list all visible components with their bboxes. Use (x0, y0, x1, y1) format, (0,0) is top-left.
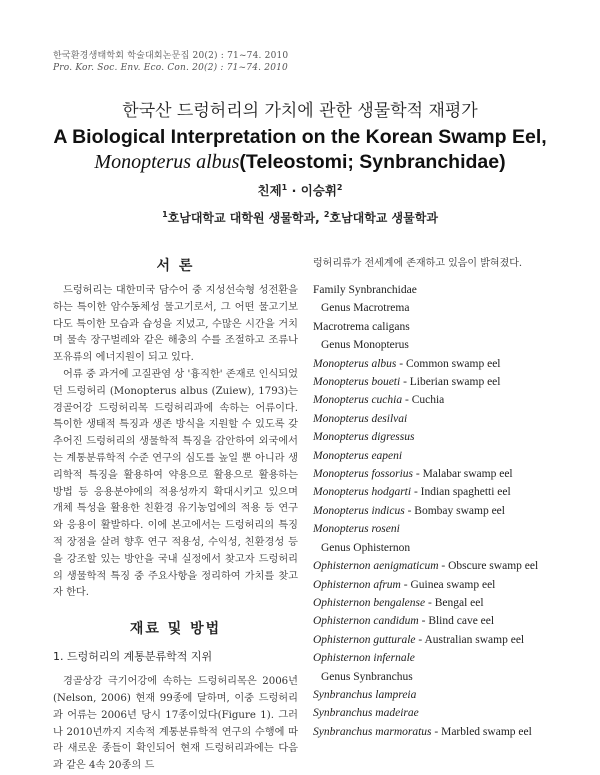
taxon-name: Synbranchus lampreia (313, 688, 417, 701)
author-1: 친제 (257, 183, 282, 198)
taxon-entry (313, 318, 553, 336)
left-column (53, 255, 298, 775)
taxon-name: Synbranchus madeirae (313, 707, 419, 720)
taxon-entry (313, 557, 553, 575)
taxon-entry (313, 520, 553, 538)
taxon-entry (313, 299, 553, 317)
taxon-name: Family Synbranchidae (313, 284, 417, 296)
taxon-name: Monopterus hodgarti (313, 486, 412, 499)
affiliation-1: 호남대학교 대학원 생물학과, (167, 211, 324, 225)
taxon-entry (313, 502, 553, 520)
taxon-entry (313, 373, 553, 391)
taxon-common-name: - Malabar swamp eel (413, 468, 513, 481)
taxon-name: Monopterus roseni (313, 523, 400, 536)
taxon-common-name: - Blind cave eel (418, 615, 495, 628)
methods-paragraph: 경골상강 극기어강에 속하는 드렁허리목은 2006년 (Nelson, 2006) 현재 99종에 달하며, 이중 드렁허리과 어류는 2006년 당시 17종이었다(Figure 1). 그러나 2010년까지 지속적 계통분류학적 연구의 수행에 따라 새로운 종들이 확인되어 현재 드렁허리과에는 다음과 같은 4속 20종의 드 (53, 676, 298, 772)
taxon-entry (313, 576, 553, 594)
taxon-entry (313, 723, 553, 741)
subsection-heading-taxonomy: 1. 드렁허리의 계통분류학적 지위 (53, 650, 213, 664)
journal-header-english: Pro. Kor. Soc. Env. Eco. Con. 20(2) : 71~74. 2010 (53, 63, 288, 73)
taxon-entry (313, 686, 553, 704)
taxon-name: Monopterus fossorius (313, 468, 413, 481)
right-column (313, 257, 553, 741)
taxon-common-name: - Bengal eel (425, 596, 484, 609)
taxon-common-name: - Indian spaghetti eel (411, 486, 511, 499)
taxon-entry (313, 704, 553, 722)
taxon-name: Ophisternon afrum (313, 578, 401, 591)
title-species-name: Monopterus albus (94, 151, 240, 173)
taxon-name: Ophisternon candidum (313, 615, 419, 628)
intro-paragraph-1: 드렁허리는 대한미국 담수어 중 지성선숙형 성전환을 하는 특이한 암수동체성 물고기로서, 그 어떤 물고기보다도 특이한 모습과 습성을 지녔고, 수많은 시간을 거치며 물속 장구벌레와 같은 해충의 수를 조절하고 조류나 포유류의 에너지원이 되고 있다. (53, 285, 298, 364)
taxon-name: Genus Synbranchus (321, 670, 413, 683)
taxon-name: Monopterus cuchia (313, 394, 403, 407)
taxon-entry (313, 668, 553, 686)
title-english (0, 125, 600, 175)
taxon-name: Genus Ophisternon (321, 541, 411, 554)
author-2: 이승휘 (300, 183, 337, 198)
affil-2-mark: 2 (323, 210, 330, 219)
title-english-line1: A Biological Interpretation on the Korean Swamp Eel, (53, 126, 547, 148)
taxon-name: Macrotrema caligans (313, 320, 410, 333)
taxon-name: Monopterus desilvai (313, 412, 408, 425)
intro-paragraph-2: 어류 중 과거에 고질관염 상 '흉직한' 존재로 인식되었던 드렁허리 (Monopterus albus (Zuiew), 1793)는 경골어강 드렁허리목 드렁허리과에 속하는 어류이다. 특이한 생태적 특징과 생존 방식을 지원할 수 있도록 갖추어진 드렁허리의 생물학적 특징을 감안하여 외국에서는 계통분류학적 수준 연구의 심도를 높일 뿐 아니라 생리학적 특징을 활용하여 약용으로 활용으로 활용하는 방법 등 응용분야에의 적용성까지 확대시키고 있으며 개체 특성을 활용한 친환경 유기농업에의 적용 등 연구와 응용이 활발하다. 이에 본고에서는 드렁허리의 특징적 장점을 살려 향후 연구 적용성, 수익성, 친환경성 등을 강조할 있는 방안을 국내 실정에서 찾고자 드렁허리의 생물학적 특징 중 주요사항을 정리하여 가치를 찾고자 한다. (53, 368, 298, 599)
taxon-name: Ophisternon aenigmaticum (313, 560, 439, 573)
affil-1-mark: 1 (162, 210, 168, 219)
taxon-name: Genus Monopterus (321, 339, 409, 352)
title-taxonomy: (Teleostomi; Synbranchidae) (239, 151, 506, 173)
taxon-common-name: - Guinea swamp eel (400, 578, 496, 591)
taxon-common-name: - Australian swamp eel (415, 633, 525, 646)
taxon-name: Genus Macrotrema (321, 302, 410, 315)
taxon-entry (313, 281, 553, 299)
taxon-name: Monopterus indicus (313, 504, 405, 517)
taxon-common-name: - Bombay swamp eel (404, 504, 505, 517)
taxon-entry (313, 355, 553, 373)
taxon-common-name: - Cuchia (402, 394, 445, 407)
taxon-entry (313, 539, 553, 557)
taxon-entry (313, 336, 553, 354)
right-column-intro-line: 렁허리류가 전세계에 존재하고 있음이 밝혀졌다. (313, 258, 523, 269)
taxon-common-name: - Common swamp eel (396, 357, 501, 370)
taxon-common-name: - Marbled swamp eel (431, 725, 532, 738)
title-english-line2 (0, 150, 600, 175)
affiliations (0, 209, 600, 226)
author-1-affil-mark: 1 (281, 182, 288, 192)
section-heading-methods: 재료 및 방법 (129, 621, 222, 638)
taxon-name: Monopterus boueti (313, 376, 401, 389)
taxon-entry (313, 594, 553, 612)
taxon-entry (313, 631, 553, 649)
section-heading-intro: 서 론 (156, 258, 195, 274)
taxon-name: Ophisternon infernale (313, 652, 415, 665)
title-korean: 한국산 드렁허리의 가치에 관한 생물학적 재평가 (122, 101, 478, 121)
taxon-name: Synbranchus marmoratus (313, 725, 432, 738)
taxon-entry (313, 410, 553, 428)
taxon-entry (313, 447, 553, 465)
taxon-entry (313, 483, 553, 501)
taxon-name: Monopterus digressus (313, 431, 415, 444)
author-2-affil-mark: 2 (336, 182, 343, 192)
authors (0, 181, 600, 199)
taxon-entry (313, 612, 553, 630)
journal-header-korean: 한국환경생태학회 학술대회논문집 20(2) : 71~74. 2010 (53, 51, 289, 61)
affiliation-2: 호남대학교 생물학과 (329, 211, 438, 225)
taxon-name: Monopterus albus (313, 357, 397, 370)
taxon-entry (313, 391, 553, 409)
taxon-name: Ophisternon gutturale (313, 633, 416, 646)
taxon-name: Monopterus eapeni (313, 449, 403, 462)
taxon-name: Ophisternon bengalense (313, 596, 426, 609)
taxonomy-list (313, 281, 553, 741)
taxon-entry (313, 649, 553, 667)
author-separator: · (287, 183, 301, 198)
taxon-entry (313, 428, 553, 446)
taxon-entry (313, 465, 553, 483)
taxon-common-name: - Liberian swamp eel (400, 376, 501, 389)
taxon-common-name: - Obscure swamp eel (438, 560, 539, 573)
